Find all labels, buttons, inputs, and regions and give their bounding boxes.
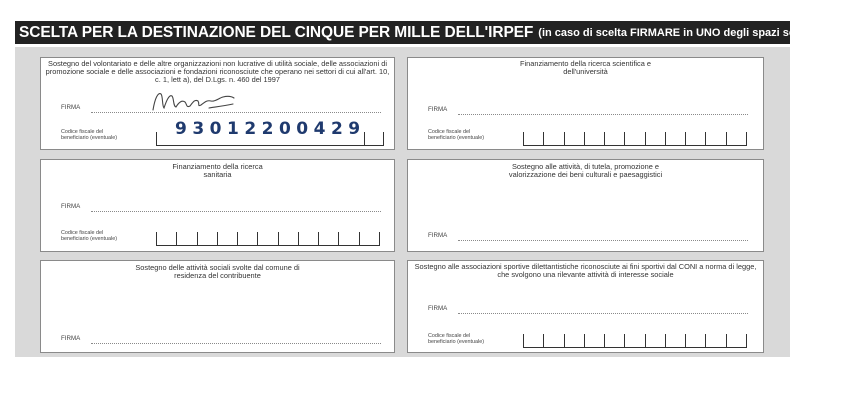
box-title-attivita-sociali: Sostegno delle attività sociali svolte dal comune di residenza del contribuente	[135, 263, 300, 280]
cf-field-ricerca-universita[interactable]	[523, 132, 747, 146]
firma-line-associazioni-sportive[interactable]	[458, 313, 748, 314]
cf-code-value: 93012200429	[175, 119, 366, 139]
box-beni-culturali	[407, 159, 764, 252]
firma-line-attivita-sociali[interactable]	[91, 343, 381, 344]
cf-label: Codice fiscale del beneficiario (eventuale)	[61, 230, 118, 242]
handwritten-signature	[149, 88, 239, 114]
cf-label: Codice fiscale del beneficiario (eventuale)	[428, 129, 485, 141]
box-volontariato	[40, 57, 395, 150]
firma-label: FIRMA	[428, 106, 448, 113]
firma-label: FIRMA	[61, 203, 81, 210]
cf-label: Codice fiscale del beneficiario (eventuale)	[428, 333, 485, 345]
firma-label: FIRMA	[428, 232, 448, 239]
box-ricerca-sanitaria	[40, 159, 395, 252]
box-title-beni-culturali: Sostegno alle attività, di tutela, promozione e valorizzazione dei beni culturali e paesaggistici	[508, 162, 663, 179]
form-title: SCELTA PER LA DESTINAZIONE DEL CINQUE PER MILLE DELL'IRPEF	[19, 23, 534, 41]
choice-form	[15, 47, 790, 357]
box-ricerca-universita	[407, 57, 764, 150]
firma-line-ricerca-sanitaria[interactable]	[91, 211, 381, 212]
cf-label: Codice fiscale del beneficiario (eventuale)	[61, 129, 118, 141]
box-attivita-sociali	[40, 260, 395, 353]
firma-label: FIRMA	[61, 335, 81, 342]
box-title-ricerca-sanitaria: Finanziamento della ricerca sanitaria	[172, 162, 263, 179]
box-title-volontariato: Sostegno del volontariato e delle altre organizzazioni non lucrative di utilità sociale, delle associazioni di promozione sociale e delle associazioni e fondazioni riconosciute che operano nei settori di cui all'art. 10, c. 1, lett a), del D.Lgs. n. 460 del 1997	[45, 59, 390, 84]
form-header	[15, 21, 843, 44]
firma-line-beni-culturali[interactable]	[458, 240, 748, 241]
box-title-associazioni-sportive: Sostegno alle associazioni sportive dilettantistiche riconosciute ai fini sportivi dal CONI a norma di legge, che svolgono una rilevante attività di interesse sociale	[414, 262, 757, 279]
firma-label: FIRMA	[428, 305, 448, 312]
cf-field-ricerca-sanitaria[interactable]	[156, 232, 380, 246]
firma-label: FIRMA	[61, 104, 81, 111]
form-subtitle: (in caso di scelta FIRMARE in UNO degli spazi sottostanti)	[538, 26, 843, 39]
firma-line-ricerca-universita[interactable]	[458, 114, 748, 115]
box-title-ricerca-universita: Finanziamento della ricerca scientifica e dell'università	[519, 59, 652, 76]
cf-field-associazioni-sportive[interactable]	[523, 334, 747, 348]
box-associazioni-sportive	[407, 260, 764, 353]
